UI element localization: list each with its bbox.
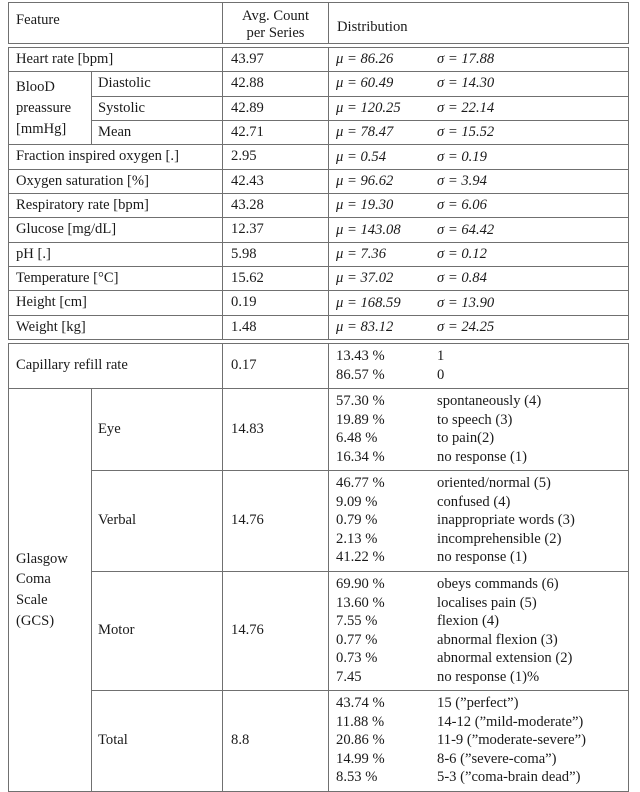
distribution-label: incomprehensible (2) bbox=[437, 530, 562, 547]
distribution-percent: 2.13 % bbox=[336, 530, 378, 547]
row-feature-cell bbox=[9, 194, 223, 218]
distribution-label: abnormal extension (2) bbox=[437, 650, 573, 667]
distribution-stat-mu: μ = 96.62 bbox=[336, 172, 394, 189]
distribution-entry bbox=[336, 612, 628, 631]
count-value: 2.95 bbox=[231, 148, 257, 165]
distribution-stat-sigma: σ = 0.19 bbox=[437, 148, 487, 165]
distribution-entry bbox=[336, 668, 628, 687]
distribution-percent: 9.09 % bbox=[336, 493, 378, 510]
row-feature-cell bbox=[9, 242, 223, 266]
distribution-entry bbox=[336, 548, 628, 567]
row-subfeature-cell bbox=[92, 121, 223, 145]
table-row bbox=[9, 389, 629, 471]
row-feature-cell bbox=[9, 267, 223, 291]
distribution-entry bbox=[336, 173, 628, 189]
distribution-stat-sigma: σ = 14.30 bbox=[437, 75, 495, 92]
row-distribution-cell bbox=[329, 691, 629, 792]
row-distribution-cell bbox=[329, 72, 629, 96]
row-count-cell bbox=[223, 145, 329, 169]
row-feature-cell bbox=[9, 291, 223, 315]
table-row bbox=[9, 691, 629, 792]
feature-label: Temperature [°C] bbox=[16, 270, 119, 287]
subfeature-label: Eye bbox=[98, 421, 121, 438]
distribution-entry bbox=[336, 493, 628, 512]
feature-label: Height [cm] bbox=[16, 294, 87, 311]
distribution-list bbox=[329, 292, 628, 315]
header-label-count bbox=[223, 3, 328, 42]
distribution-entry bbox=[336, 429, 628, 448]
table-row bbox=[9, 344, 629, 389]
feature-label: Glucose [mg/dL] bbox=[16, 221, 117, 238]
distribution-label: to speech (3) bbox=[437, 411, 513, 428]
row-feature-cell bbox=[9, 218, 223, 242]
table-row bbox=[9, 48, 629, 72]
distribution-entry bbox=[336, 411, 628, 430]
row-distribution-cell bbox=[329, 389, 629, 471]
distribution-list bbox=[329, 48, 628, 71]
distribution-label: 0 bbox=[437, 366, 445, 383]
feature-label-line: (GCS) bbox=[16, 612, 55, 629]
distribution-list bbox=[329, 389, 628, 470]
distribution-stat-mu: μ = 0.54 bbox=[336, 148, 387, 165]
table-row bbox=[9, 194, 629, 218]
distribution-entry bbox=[336, 575, 628, 594]
distribution-entry bbox=[336, 649, 628, 668]
row-subfeature-cell bbox=[92, 389, 223, 471]
row-count-cell bbox=[223, 389, 329, 471]
count-value: 42.88 bbox=[231, 75, 264, 92]
distribution-list bbox=[329, 219, 628, 242]
row-feature-cell bbox=[9, 169, 223, 193]
distribution-stat-sigma: σ = 22.14 bbox=[437, 99, 495, 116]
table-row bbox=[9, 571, 629, 690]
header-cell-feature bbox=[9, 3, 223, 44]
distribution-list bbox=[329, 316, 628, 339]
table-row bbox=[9, 145, 629, 169]
row-count-cell bbox=[223, 169, 329, 193]
row-distribution-cell bbox=[329, 291, 629, 315]
feature-label: pH [.] bbox=[16, 245, 51, 262]
distribution-percent: 13.43 % bbox=[336, 348, 385, 365]
distribution-entry bbox=[336, 319, 628, 335]
distribution-label: no response (1) bbox=[437, 448, 527, 465]
distribution-list bbox=[329, 267, 628, 290]
row-distribution-cell bbox=[329, 267, 629, 291]
count-value: 12.37 bbox=[231, 221, 264, 238]
distribution-stat-sigma: σ = 0.12 bbox=[437, 245, 487, 262]
distribution-entry bbox=[336, 474, 628, 493]
header-cell-distribution bbox=[329, 3, 629, 44]
table-row bbox=[9, 315, 629, 339]
feature-label-line: [mmHg] bbox=[16, 120, 67, 137]
header-label-distribution: Distribution bbox=[337, 19, 408, 35]
table-row bbox=[9, 242, 629, 266]
row-count-cell bbox=[223, 267, 329, 291]
feature-label-line: preassure bbox=[16, 100, 72, 116]
count-value: 14.83 bbox=[231, 421, 264, 438]
feature-label-line: BlooD bbox=[16, 79, 55, 96]
distribution-entry bbox=[336, 295, 628, 311]
distribution-label: inappropriate words (3) bbox=[437, 512, 575, 529]
distribution-percent: 19.89 % bbox=[336, 411, 385, 428]
distribution-percent: 46.77 % bbox=[336, 475, 385, 492]
subfeature-label: Diastolic bbox=[98, 75, 151, 92]
row-count-cell bbox=[223, 471, 329, 572]
distribution-label: 14-12 (”mild-moderate”) bbox=[437, 713, 584, 730]
subfeature-label: Total bbox=[98, 732, 128, 749]
row-count-cell bbox=[223, 291, 329, 315]
count-value: 42.89 bbox=[231, 99, 264, 116]
distribution-entry bbox=[336, 347, 628, 366]
distribution-stat-mu: μ = 143.08 bbox=[336, 221, 401, 238]
count-value: 43.97 bbox=[231, 51, 264, 67]
distribution-label: 15 (”perfect”) bbox=[437, 695, 519, 712]
row-count-cell bbox=[223, 344, 329, 389]
count-value: 1.48 bbox=[231, 318, 257, 335]
distribution-entry bbox=[336, 75, 628, 91]
distribution-percent: 7.45 bbox=[336, 668, 362, 685]
count-value: 14.76 bbox=[231, 512, 264, 529]
distribution-label: no response (1)% bbox=[437, 668, 540, 685]
distribution-stat-mu: μ = 120.25 bbox=[336, 99, 401, 116]
distribution-percent: 16.34 % bbox=[336, 448, 385, 465]
distribution-percent: 41.22 % bbox=[336, 549, 385, 566]
distribution-stat-sigma: σ = 24.25 bbox=[437, 318, 495, 335]
distribution-stat-sigma: σ = 64.42 bbox=[437, 221, 495, 238]
distribution-list bbox=[329, 146, 628, 169]
distribution-percent: 69.90 % bbox=[336, 575, 385, 592]
feature-label-line: Scale bbox=[16, 592, 48, 608]
distribution-label: 5-3 (”coma-brain dead”) bbox=[437, 769, 581, 786]
distribution-label: no response (1) bbox=[437, 549, 527, 566]
distribution-stat-sigma: σ = 17.88 bbox=[437, 51, 495, 68]
distribution-stat-mu: μ = 168.59 bbox=[336, 294, 401, 311]
distribution-stat-mu: μ = 60.49 bbox=[336, 75, 394, 92]
row-count-cell bbox=[223, 315, 329, 339]
distribution-list bbox=[329, 243, 628, 266]
distribution-label: 8-6 (”severe-coma”) bbox=[437, 750, 557, 767]
feature-label-line: Glasgow bbox=[16, 550, 68, 567]
distribution-list bbox=[329, 572, 628, 690]
distribution-percent: 13.60 % bbox=[336, 594, 385, 611]
row-distribution-cell bbox=[329, 571, 629, 690]
row-distribution-cell bbox=[329, 315, 629, 339]
distribution-entry bbox=[336, 366, 628, 385]
distribution-entry bbox=[336, 631, 628, 650]
distribution-percent: 43.74 % bbox=[336, 695, 385, 712]
distribution-label: spontaneously (4) bbox=[437, 393, 542, 410]
header-label-count-line1: Avg. Count bbox=[242, 8, 310, 24]
table-header-row bbox=[9, 3, 629, 44]
table-row bbox=[9, 218, 629, 242]
distribution-list bbox=[329, 691, 628, 791]
row-count-cell bbox=[223, 96, 329, 120]
row-feature-cell bbox=[9, 145, 223, 169]
row-feature-cell-grouped bbox=[9, 72, 92, 145]
row-distribution-cell bbox=[329, 169, 629, 193]
distribution-entry bbox=[336, 694, 628, 713]
distribution-list bbox=[329, 121, 628, 144]
row-count-cell bbox=[223, 48, 329, 72]
distribution-stat-sigma: σ = 3.94 bbox=[437, 172, 487, 189]
distribution-list bbox=[329, 194, 628, 217]
distribution-entry bbox=[336, 51, 628, 67]
header-label-feature: Feature bbox=[16, 12, 60, 28]
distribution-label: 11-9 (”moderate-severe”) bbox=[437, 732, 586, 749]
distribution-entry bbox=[336, 448, 628, 467]
distribution-stat-mu: μ = 7.36 bbox=[336, 245, 387, 262]
subfeature-label: Motor bbox=[98, 622, 135, 639]
distribution-entry bbox=[336, 731, 628, 750]
table-row bbox=[9, 471, 629, 572]
distribution-entry bbox=[336, 197, 628, 213]
table-row bbox=[9, 291, 629, 315]
subfeature-label: Mean bbox=[98, 124, 132, 141]
distribution-percent: 0.73 % bbox=[336, 650, 378, 667]
distribution-percent: 0.79 % bbox=[336, 512, 378, 529]
count-value: 15.62 bbox=[231, 270, 264, 287]
distribution-percent: 11.88 % bbox=[336, 713, 385, 730]
feature-label-multiline bbox=[9, 549, 91, 632]
distribution-stat-mu: μ = 19.30 bbox=[336, 197, 394, 214]
row-feature-cell bbox=[9, 344, 223, 389]
distribution-entry bbox=[336, 149, 628, 165]
distribution-stat-mu: μ = 83.12 bbox=[336, 318, 394, 335]
distribution-label: obeys commands (6) bbox=[437, 575, 559, 592]
distribution-stat-mu: μ = 37.02 bbox=[336, 270, 394, 287]
row-count-cell bbox=[223, 571, 329, 690]
distribution-stat-sigma: σ = 13.90 bbox=[437, 294, 495, 311]
distribution-percent: 14.99 % bbox=[336, 750, 385, 767]
count-value: 8.8 bbox=[231, 732, 250, 749]
row-distribution-cell bbox=[329, 194, 629, 218]
distribution-label: oriented/normal (5) bbox=[437, 475, 551, 492]
feature-label: Respiratory rate [bpm] bbox=[16, 197, 149, 214]
feature-label: Weight [kg] bbox=[16, 318, 86, 335]
feature-label-multiline bbox=[9, 77, 91, 139]
count-value: 43.28 bbox=[231, 197, 264, 214]
count-value: 0.17 bbox=[231, 357, 257, 374]
row-distribution-cell bbox=[329, 96, 629, 120]
row-feature-cell bbox=[9, 315, 223, 339]
distribution-stat-sigma: σ = 0.84 bbox=[437, 270, 487, 287]
row-distribution-cell bbox=[329, 145, 629, 169]
subfeature-label: Systolic bbox=[98, 99, 146, 116]
row-subfeature-cell bbox=[92, 96, 223, 120]
distribution-stat-sigma: σ = 6.06 bbox=[437, 197, 487, 214]
distribution-entry bbox=[336, 246, 628, 262]
header-label-count-line2: per Series bbox=[246, 24, 305, 41]
row-count-cell bbox=[223, 242, 329, 266]
row-feature-cell bbox=[9, 48, 223, 72]
row-distribution-cell bbox=[329, 218, 629, 242]
table-row bbox=[9, 96, 629, 120]
distribution-entry bbox=[336, 392, 628, 411]
distribution-entry bbox=[336, 222, 628, 238]
distribution-label: to pain(2) bbox=[437, 430, 495, 447]
subfeature-label: Verbal bbox=[98, 512, 137, 529]
feature-label-line: Coma bbox=[16, 571, 51, 588]
distribution-entry bbox=[336, 124, 628, 140]
feature-label: Capillary refill rate bbox=[16, 357, 128, 374]
distribution-percent: 0.77 % bbox=[336, 631, 378, 648]
statistics-table-container bbox=[8, 0, 636, 792]
distribution-label: flexion (4) bbox=[437, 613, 500, 630]
distribution-list bbox=[329, 97, 628, 120]
distribution-percent: 8.53 % bbox=[336, 769, 378, 786]
table-body bbox=[9, 3, 629, 792]
distribution-entry bbox=[336, 270, 628, 286]
row-distribution-cell bbox=[329, 242, 629, 266]
table-row bbox=[9, 121, 629, 145]
header-cell-count bbox=[223, 3, 329, 44]
row-subfeature-cell bbox=[92, 72, 223, 96]
row-count-cell bbox=[223, 691, 329, 792]
distribution-label: confused (4) bbox=[437, 493, 511, 510]
distribution-entry bbox=[336, 594, 628, 613]
row-subfeature-cell bbox=[92, 571, 223, 690]
row-count-cell bbox=[223, 121, 329, 145]
feature-label: Heart rate [bpm] bbox=[16, 51, 114, 67]
distribution-percent: 57.30 % bbox=[336, 393, 385, 410]
distribution-label: abnormal flexion (3) bbox=[437, 631, 558, 648]
distribution-stat-sigma: σ = 15.52 bbox=[437, 124, 495, 141]
distribution-entry bbox=[336, 530, 628, 549]
distribution-label: localises pain (5) bbox=[437, 594, 537, 611]
feature-statistics-table bbox=[8, 2, 629, 792]
distribution-percent: 6.48 % bbox=[336, 430, 378, 447]
table-row bbox=[9, 72, 629, 96]
table-row bbox=[9, 267, 629, 291]
feature-label: Oxygen saturation [%] bbox=[16, 172, 149, 189]
row-subfeature-cell bbox=[92, 691, 223, 792]
count-value: 42.71 bbox=[231, 124, 264, 141]
distribution-percent: 86.57 % bbox=[336, 366, 385, 383]
row-subfeature-cell bbox=[92, 471, 223, 572]
row-distribution-cell bbox=[329, 48, 629, 72]
distribution-entry bbox=[336, 768, 628, 787]
row-distribution-cell bbox=[329, 121, 629, 145]
distribution-list bbox=[329, 471, 628, 571]
row-count-cell bbox=[223, 218, 329, 242]
row-count-cell bbox=[223, 72, 329, 96]
distribution-label: 1 bbox=[437, 348, 445, 365]
count-value: 14.76 bbox=[231, 622, 264, 639]
feature-label: Fraction inspired oxygen [.] bbox=[16, 148, 179, 165]
row-count-cell bbox=[223, 194, 329, 218]
distribution-percent: 7.55 % bbox=[336, 613, 378, 630]
distribution-percent: 20.86 % bbox=[336, 732, 385, 749]
distribution-entry bbox=[336, 750, 628, 769]
distribution-stat-mu: μ = 78.47 bbox=[336, 124, 394, 141]
distribution-entry bbox=[336, 511, 628, 530]
distribution-list bbox=[329, 72, 628, 95]
distribution-entry bbox=[336, 713, 628, 732]
distribution-entry bbox=[336, 100, 628, 116]
distribution-list bbox=[329, 344, 628, 388]
distribution-list bbox=[329, 170, 628, 193]
row-feature-cell-grouped bbox=[9, 389, 92, 792]
distribution-stat-mu: μ = 86.26 bbox=[336, 51, 394, 68]
count-value: 42.43 bbox=[231, 172, 264, 189]
table-row bbox=[9, 169, 629, 193]
row-distribution-cell bbox=[329, 471, 629, 572]
count-value: 0.19 bbox=[231, 294, 257, 311]
row-distribution-cell bbox=[329, 344, 629, 389]
count-value: 5.98 bbox=[231, 245, 257, 262]
